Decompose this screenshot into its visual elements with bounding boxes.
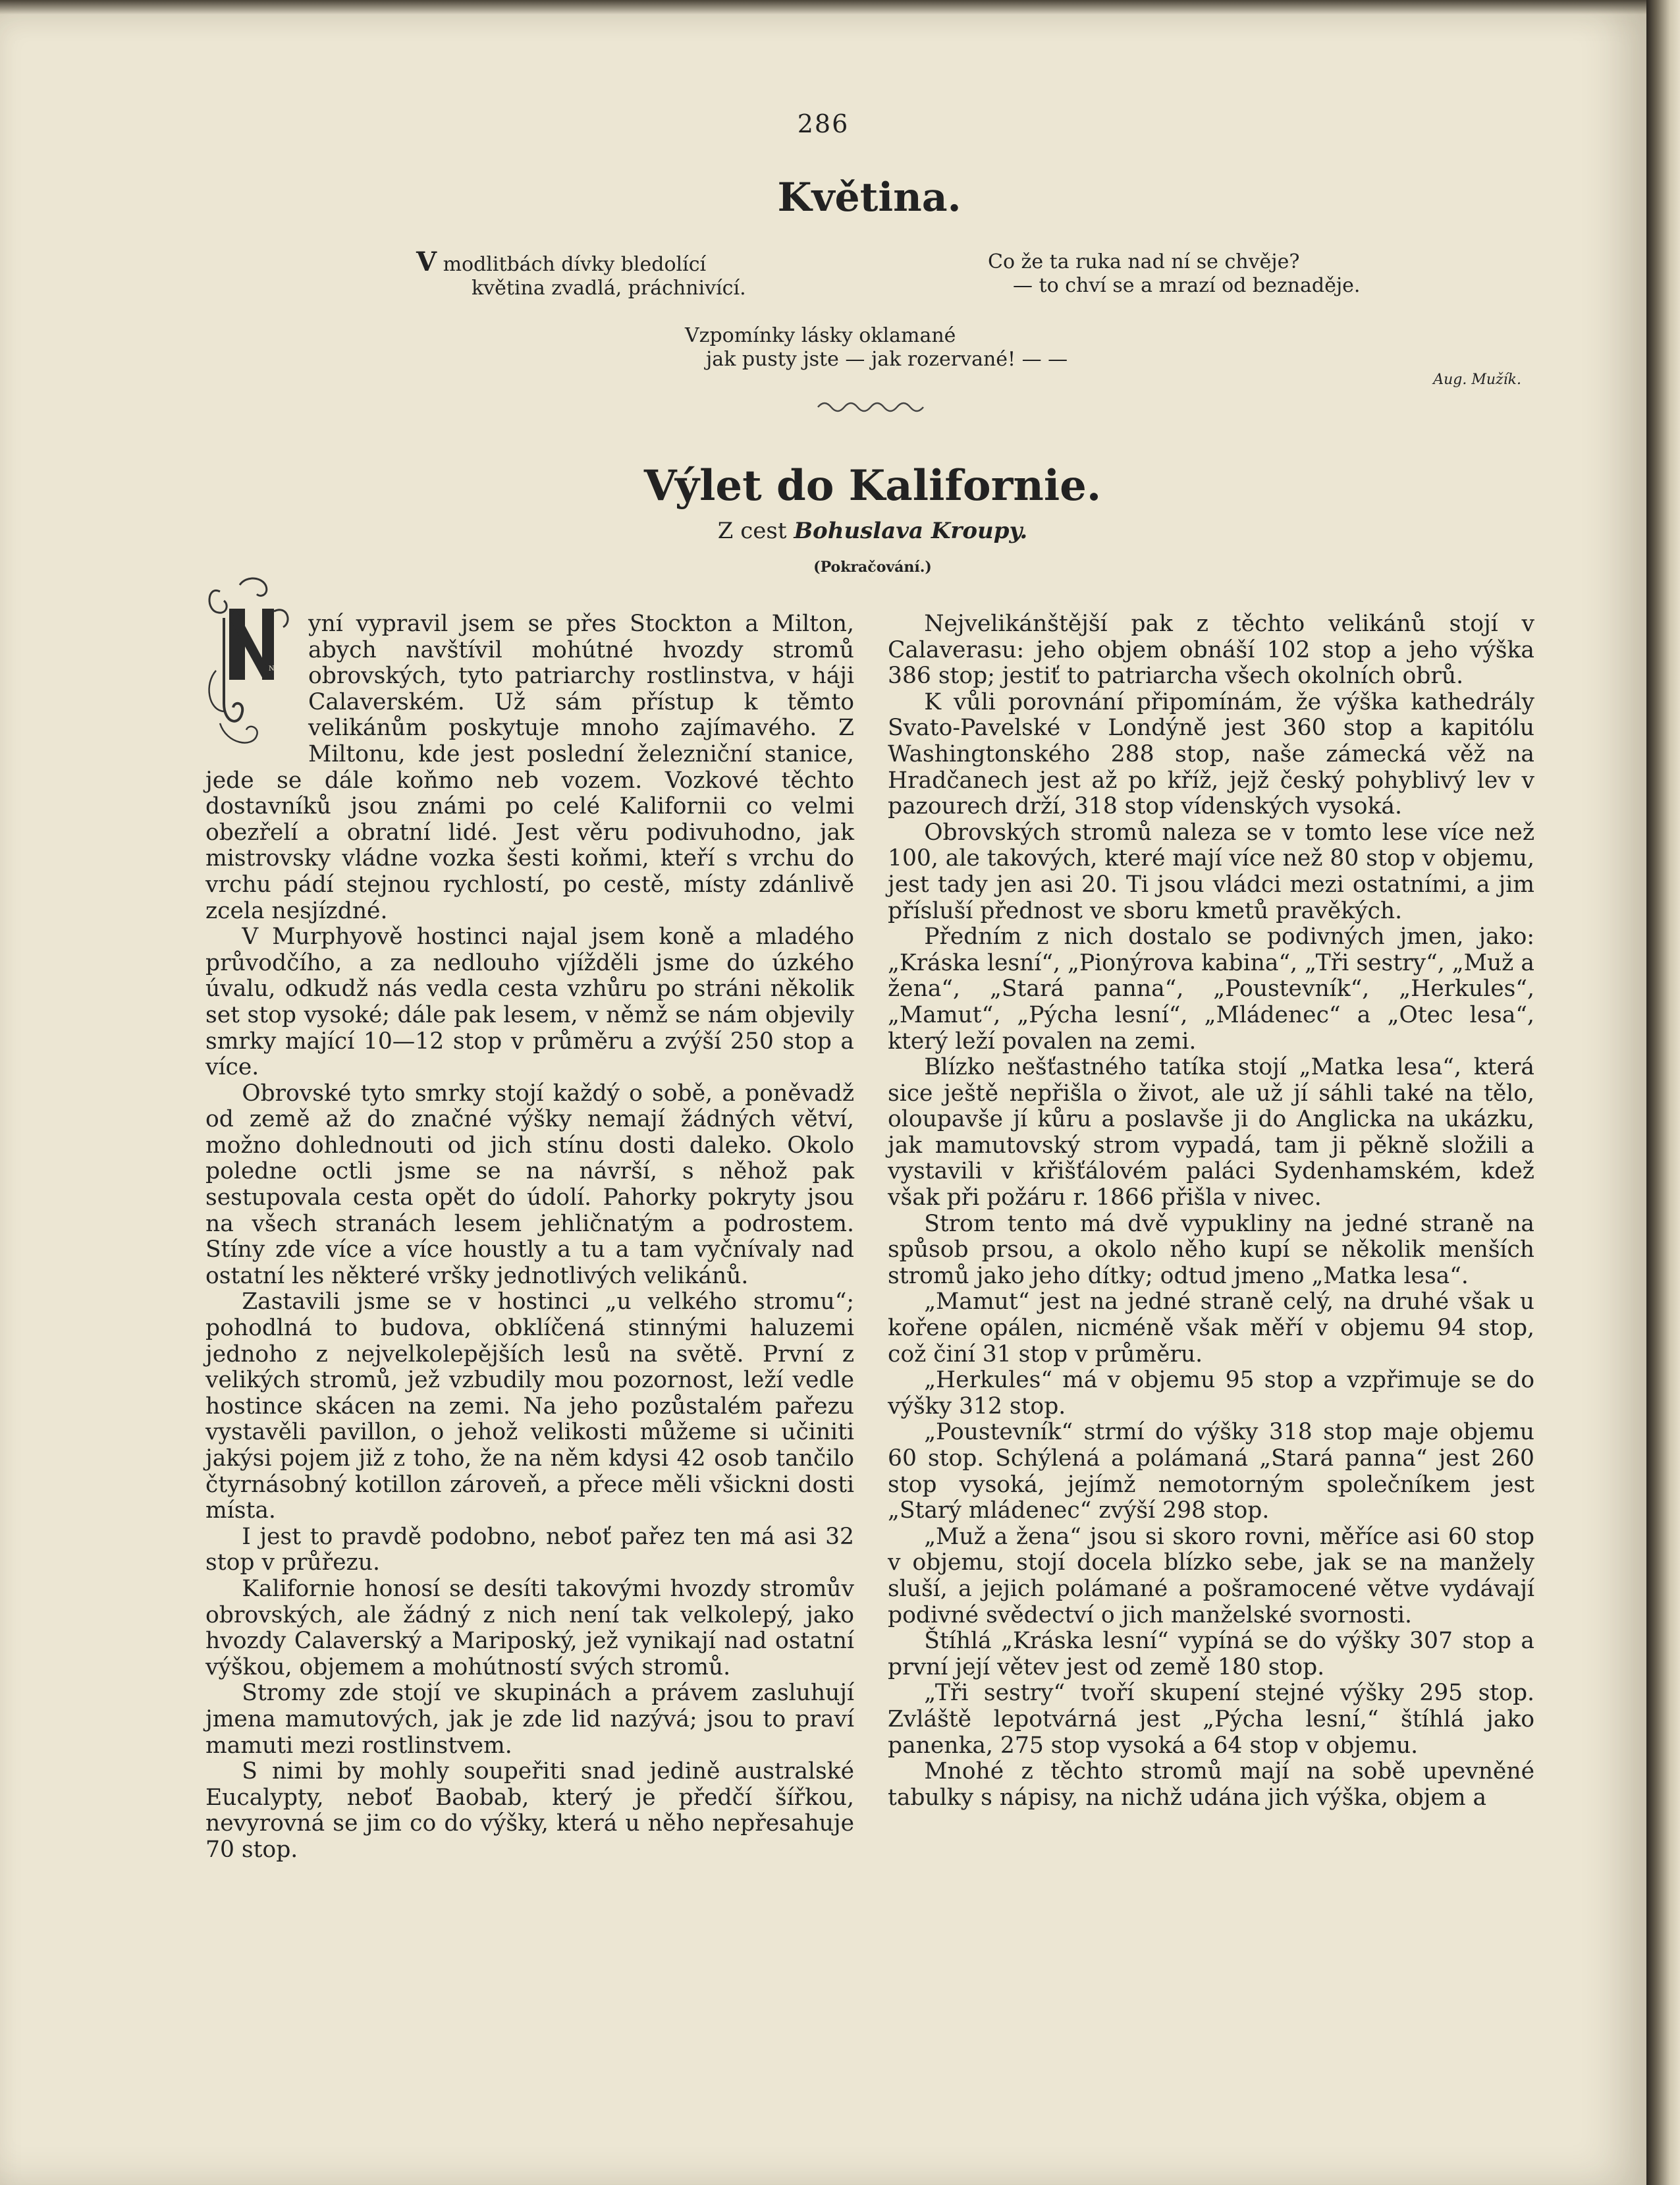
poem-line: Co že ta ruka nad ní se chvěje? [988,250,1300,273]
paragraph: Zastavili jsme se v hostinci „u velkého stromu“; pohodlná to budova, obklíčená stinnými haluzemi jednoho z nejvelkolepějších lesů na světě. První z velikých stromů, jež vzbudily mou pozornost, leží vedle hostince skácen na zemi. Na jeho pozůstalém pařezu vystavěli pavillon, o jehož velikosti můžeme si učiniti jakýsi pojem již z toho, že na něm kdysi 42 osob tančilo čtyrnásobný kotillon zároveň, a přece měli všickni dosti místa. [205,1288,854,1524]
poem-stanza-2 [988,250,1360,298]
right-column [888,611,1534,1811]
poem-dropcap: V [416,246,437,277]
paragraph: Strom tento má dvě vypukliny na jedné straně na spůsob prsou, a okolo něho kupí se několik menších stromů jako jeho dítky; odtud jmeno „Matka lesa“. [888,1210,1534,1289]
paragraph: „Muž a žena“ jsou si skoro rovni, měříce asi 60 stop v objemu, stojí docela blízko sebe, jak se na manžely sluší, a jejich polámané a pošramocené větve vydávají podivné svědectví o jich manželské svornosti. [888,1523,1534,1628]
poem-line-text: modlitbách dívky bledolící [443,253,707,276]
continued-note: (Pokračování.) [813,559,932,576]
book-spine [1646,0,1680,2185]
paragraph: Obrovské tyto smrky stojí každý o sobě, a poněvadž od země až do značné výšky nemají žádných větví, možno dohlednouti od jich stínu dosti daleko. Okolo poledne octli jsme se na návrší, s něhož pak sestupovala cesta opět do údolí. Pahorky pokryty jsou na všech stranách lesem jehličnatým a podrostem. Stíny zde více a více houstly a tu a tam vyčnívaly nad ostatní les některé vršky jednotlivých velikánů. [205,1080,854,1289]
paragraph: „Mamut“ jest na jedné straně celý, na druhé však u kořene opálen, nicméně však měří v objemu 94 stop, což činí 31 stop v průměru. [888,1288,1534,1368]
paragraph: yní vypravil jsem se přes Stockton a Milton, abych navštívil mohútné hvozdy stromů obrovských, tyto patriarchy rostlinstva, v háji Calaverském. Už sám přístup k těmto velikánům poskytuje mnoho zajímavého. Z Miltonu, kde jest poslední železniční stanice, jede se dále koňmo neb vozem. Vozkové těchto dostavníků jsou známi po celé Kalifornii co velmi obezřelí a obratní lidé. Jest věru podivuhodno, jak mistrovsky vládne vozka šesti koňmi, kteří s vrchu do vrchu pádí stejnou rychlostí, po cestě, místy zdánlivě zcela nesjízdné. [205,611,854,924]
paragraph: „Herkules“ má v objemu 95 stop a vzpřimuje se do výšky 312 stop. [888,1367,1534,1420]
paragraph: Stromy zde stojí ve skupinách a právem zasluhují jmena mamutových, jak je zde lid nazývá; jsou to praví mamuti mezi rostlinstvem. [205,1680,854,1759]
poem-line: květina zvadlá, práchnivící. [472,277,746,300]
paragraph: „Poustevník“ strmí do výšky 318 stop maje objemu 60 stop. Schýlená a polámaná „Stará panna“ jest 260 stop vysoká, jejímž nemotorným společníkem jest „Starý mládenec“ zvýší 298 stop. [888,1419,1534,1524]
article-title: Výlet do Kalifornie. [643,461,1102,511]
paragraph: V Murphyově hostinci najal jsem koně a mladého průvodčího, a za nedlouho vjížděli jsme do úzkého úvalu, odkudž nás vedla cesta vzhůru po stráni několik set stop vysoké; dále pak lesem, v němž se nám objevily smrky mající 10—12 stop v průměru a zvýší 250 stop a více. [205,924,854,1081]
poem-line [416,246,746,277]
page-top-shadow [0,0,1646,14]
paragraph: I jest to pravdě podobno, neboť pařez ten má asi 32 stop v průřezu. [205,1523,854,1576]
paragraph: „Tři sestry“ tvoří skupení stejné výšky 295 stop. Zvláště lepotvárná jest „Pýcha lesní,“ štíhlá jako panenka, 275 stop vysoká a 64 stop v objemu. [888,1680,1534,1759]
poem-signature: Aug. Mužík. [1433,372,1521,388]
ornamental-initial-N-icon [200,572,299,754]
subtitle-author: Bohuslava Kroupy. [794,518,1028,544]
wave-ornament-icon [817,395,929,415]
paragraph: S nimi by mohly soupeřiti snad jedině australské Eucalypty, neboť Baobab, který je předčí šířkou, nevyrovná se jim co do výšky, která u něho nepřesahuje 70 stop. [205,1758,854,1863]
paragraph: Blízko nešťastného tatíka stojí „Matka lesa“, která sice ještě nepřišla o život, ale už jí sáhli také na tělo, oloupavše jí kůru a poslavše ji do Anglicka na ukázku, jak mamutovský strom vypadá, tam ji pěkně složili a vystavili v křišťálovém paláci Sydenhamském, kdež však při požáru r. 1866 přišla v nivec. [888,1054,1534,1211]
poem-title: Květina. [777,175,962,221]
paragraph: Štíhlá „Kráska lesní“ vypíná se do výšky 307 stop a první její větev jest od země 180 stop. [888,1628,1534,1680]
poem-line: Vzpomínky lásky oklamané [685,324,956,347]
page-number: 286 [797,109,850,138]
paragraph: Kalifornie honosí se desíti takovými hvozdy stromův obrovských, ale žádný z nich není tak velkolepý, jako hvozdy Calaverský a Mariposký, jež vynikají nad ostatní výškou, objemem a mohútností svých stromů. [205,1575,854,1680]
paragraph: Obrovských stromů naleza se v tomto lese více než 100, ale takových, které mají více než 80 stop v objemu, jest tady jen asi 20. Ti jsou vládci mezi ostatními, a jim přísluší přednost ve sboru kmetů pravěkých. [888,819,1534,924]
paragraph: Mnohé z těchto stromů mají na sobě upevněné tabulky s nápisy, na nichž udána jich výška, objem a [888,1758,1534,1811]
paragraph: Nejvelikánštější pak z těchto velikánů stojí v Calaverasu: jeho objem obnáší 102 stop a jeho výška 386 stop; jestiť to patriarcha všech okolních obrů. [888,611,1534,690]
poem-stanza-3 [685,324,1068,372]
poem-line: — to chví se a mrazí od beznaděje. [1013,274,1361,297]
dropcap-letter: N [269,665,275,673]
left-column [205,611,854,1864]
article-subtitle [626,518,1120,544]
poem-line: jak pusty jste — jak rozervané! — — [706,348,1068,371]
poem-stanza-1 [416,246,746,300]
paragraph: K vůli porovnání připomínám, že výška kathedrály Svato-Pavelské v Londýně jest 360 stop a kapitólu Washingtonského 288 stop, naše zámecká věž na Hradčanech jest až po kříž, jejž český pohyblivý lev v pazourech drží, 318 stop vídenských vysoká. [888,688,1534,820]
subtitle-prefix: Z cest [717,518,787,544]
paragraph: Předním z nich dostalo se podivných jmen, jako: „Kráska lesní“, „Pionýrova kabina“, „Tři sestry“, „Muž a žena“, „Stará panna“, „Poustevník“, „Herkules“, „Mamut“, „Pýcha lesní“, „Mládenec“ a „Otec lesa“, který leží povalen na zemi. [888,924,1534,1055]
